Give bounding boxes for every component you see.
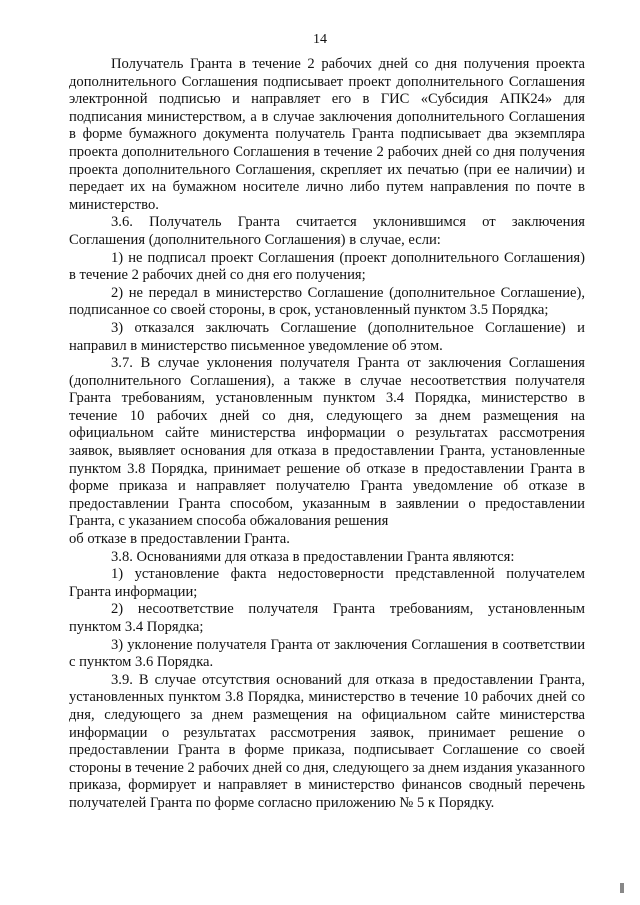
paragraph-3-7-continuation: об отказе в предоставлении Гранта. <box>69 531 290 548</box>
paragraph-supplementary-agreement-signing: Получатель Гранта в течение 2 рабочих дней со дня получения проекта дополнительного Соглашения подписывает проект дополнительного Соглашения электронной подписью и направляет его в ГИС «Субсидия АПК24» для подписания министерством, а в случае заключения дополнительного Соглашения в форме бумажного документа получатель Гранта подписывает два экземпляра проекта дополнительного Соглашения в течение 2 рабочих дней со дня получения проекта дополнительного Соглашения, скрепляет их печатью (при ее наличии) и передает их на бумажном носителе лично либо путем направления по почте в министерство. <box>69 56 585 213</box>
list-item-3-6-3: 3) отказался заключать Соглашение (дополнительное Соглашение) и направил в министерство письменное уведомление об этом. <box>69 319 585 354</box>
paragraph-3-8-refusal-grounds: 3.8. Основаниями для отказа в предоставлении Гранта являются: <box>111 548 515 565</box>
page-number: 14 <box>313 32 327 47</box>
list-item-3-6-1: 1) не подписал проект Соглашения (проект дополнительного Соглашения) в течение 2 рабочих дней со дня его получения; <box>69 249 585 284</box>
list-item-3-8-3: 3) уклонение получателя Гранта от заключения Соглашения в соответствии с пунктом 3.6 Порядка. <box>69 636 585 671</box>
list-item-3-8-1: 1) установление факта недостоверности представленной получателем Гранта информации; <box>69 566 585 600</box>
paragraph-3-7-evasion-refusal: 3.7. В случае уклонения получателя Гранта от заключения Соглашения (дополнительного Соглашения), а также в случае несоответствия получателя Гранта требованиям, установленным пунктом 3.4 Порядка, министерство в течение 10 рабочих дней со дня, следующего за днем размещения на официальном сайте министерства информации о результатах рассмотрения заявок, выявляет основания для отказа в предоставлении Гранта, установленные пунктом 3.8 Порядка, принимает решение об отказе в предоставлении Гранта в форме приказа и направляет получателю Гранта уведомление об отказе в предоставлении Гранта способом, указанным в заявлении о предоставлении Гранта, с указанием способа обжалования решения <box>69 355 585 530</box>
list-item-3-8-2: 2) несоответствие получателя Гранта требованиям, установленным пунктом 3.4 Порядка; <box>69 601 585 635</box>
paragraph-3-9-grant-decision: 3.9. В случае отсутствия оснований для отказа в предоставлении Гранта, установленных пунктом 3.8 Порядка, министерство в течение 10 рабочих дней со дня, следующего за днем размещения на официальном сайте министерства информации о результатах рассмотрения заявок, принимает решение о предоставлении Гранта в форме приказа, подписывает Соглашение со своей стороны в течение 2 рабочих дней со дня, следующего за днем издания указанного приказа, формирует и направляет в министерство финансов сводный перечень получателей Гранта по форме согласно приложению № 5 к Порядку. <box>69 671 585 811</box>
document-body <box>69 56 585 813</box>
scan-corner-mark <box>620 883 624 893</box>
list-item-3-6-2: 2) не передал в министерство Соглашение (дополнительное Соглашение), подписанное со своей стороны, в срок, установленный пунктом 3.5 Порядка; <box>69 284 585 319</box>
paragraph-3-6-evasion-conditions: 3.6. Получатель Гранта считается уклонившимся от заключения Соглашения (дополнительного Соглашения) в случае, если: <box>69 214 585 248</box>
